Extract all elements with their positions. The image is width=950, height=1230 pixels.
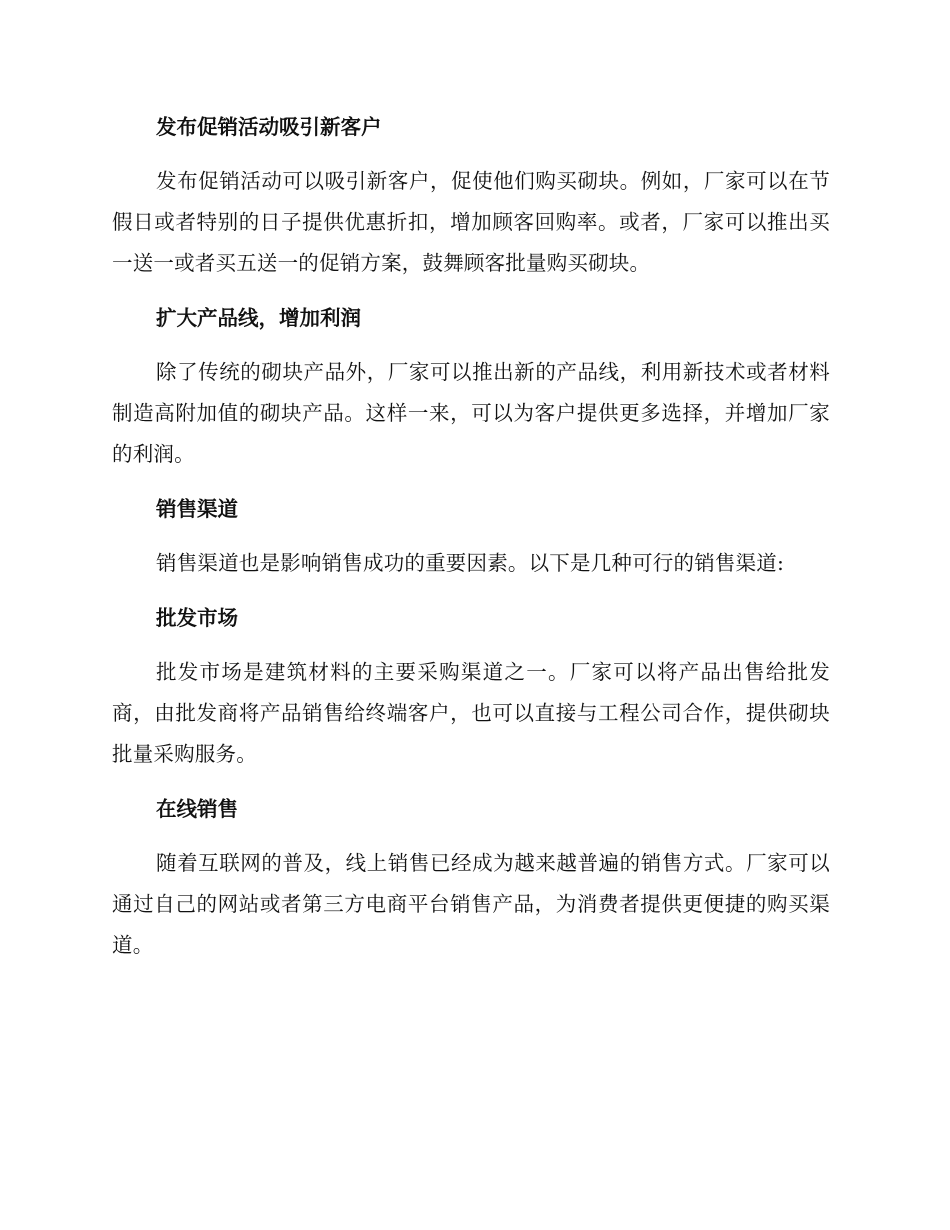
section-paragraph-sales-channels: 销售渠道也是影响销售成功的重要因素。以下是几种可行的销售渠道: [156, 551, 785, 575]
section-heading-online-sales: 在线销售 [156, 797, 238, 821]
document-body [112, 108, 830, 981]
section-heading-sales-channels: 销售渠道 [156, 497, 238, 521]
section-heading-promotion: 发布促销活动吸引新客户 [156, 115, 382, 139]
section-paragraph-online-sales: 随着互联网的普及，线上销售已经成为越来越普遍的销售方式。厂家可以通过自己的网站或者第三方电商平台销售产品，为消费者提供更便捷的购买渠道。 [112, 851, 830, 957]
section-heading-wholesale: 批发市场 [156, 606, 238, 630]
section-heading-product-line: 扩大产品线，增加利润 [156, 306, 361, 330]
section-paragraph-wholesale: 批发市场是建筑材料的主要采购渠道之一。厂家可以将产品出售给批发商，由批发商将产品销售给终端客户，也可以直接与工程公司合作，提供砌块批量采购服务。 [112, 660, 830, 766]
section-paragraph-product-line: 除了传统的砌块产品外，厂家可以推出新的产品线，利用新技术或者材料制造高附加值的砌块产品。这样一来，可以为客户提供更多选择，并增加厂家的利润。 [112, 360, 830, 466]
section-paragraph-promotion: 发布促销活动可以吸引新客户，促使他们购买砌块。例如，厂家可以在节假日或者特别的日子提供优惠折扣，增加顾客回购率。或者，厂家可以推出买一送一或者买五送一的促销方案，鼓舞顾客批量购买砌块。 [112, 169, 830, 275]
